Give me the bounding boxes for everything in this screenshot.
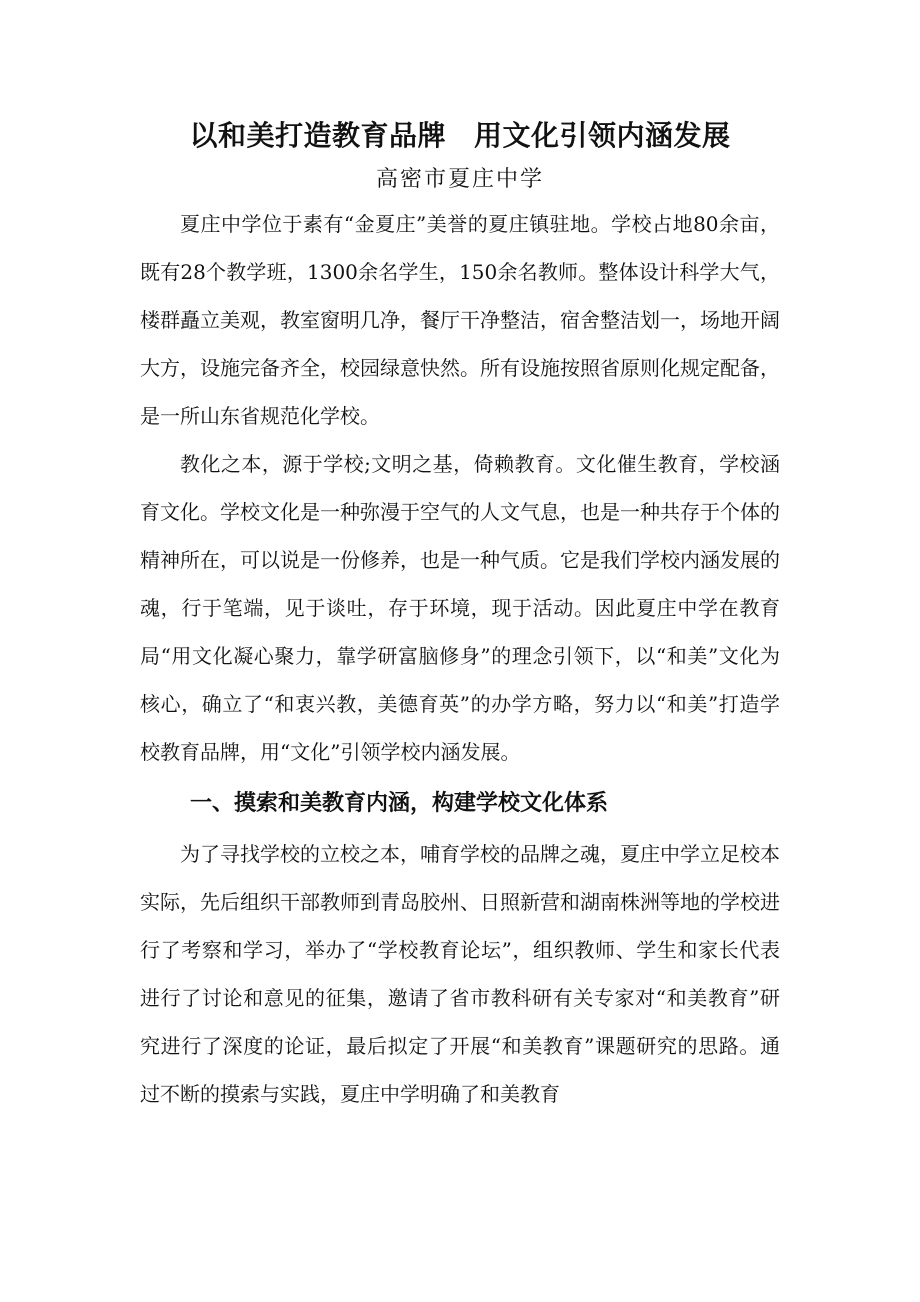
document-page [140,112,780,1118]
title-part-2: 用文化引领内涵发展 [474,119,731,152]
school-name: 高密市夏庄中学 [375,167,544,192]
title-part-1: 以和美打造教育品牌 [189,119,446,152]
culture-paragraph: 教化之本，源于学校;文明之基，倚赖教育。文化催生教育，学校涵育文化。学校文化是一种弥漫于空气的人文气息，也是一种共存于个体的精神所在，可以说是一份修养，也是一种气质。它是我们学校内涵发展的魂，行于笔端，见于谈吐，存于环境，现于活动。因此夏庄中学在教育局“用文化凝心聚力，靠学研富脑修身”的理念引领下，以“和美”文化为核心，确立了“和衷兴教，美德育英”的办学方略，努力以“和美”打造学校教育品牌，用“文化”引领学校内涵发展。 [140,452,780,764]
section-heading: 一、摸索和美教育内涵，构建学校文化体系 [190,791,609,816]
intro-paragraph: 夏庄中学位于素有“金夏庄”美誉的夏庄镇驻地。学校占地80余亩，既有28个教学班，1300余名学生，150余名教师。整体设计科学大气，楼群矗立美观，教室窗明几净，餐厅干净整洁，宿舍整洁划一，场地开阔大方，设施完备齐全，校园绿意快然。所有设施按照省原则化规定配备，是一所山东省规范化学校。 [140,212,780,428]
section-paragraph: 为了寻找学校的立校之本，哺育学校的品牌之魂，夏庄中学立足校本实际，先后组织干部教师到青岛胶州、日照新营和湖南株洲等地的学校进行了考察和学习，举办了“学校教育论坛”，组织教师、学生和家长代表进行了讨论和意见的征集，邀请了省市教科研有关专家对“和美教育”研究进行了深度的论证，最后拟定了开展“和美教育”课题研究的思路。通过不断的摸索与实践，夏庄中学明确了和美教育 [140,842,780,1106]
document-title [140,112,780,160]
